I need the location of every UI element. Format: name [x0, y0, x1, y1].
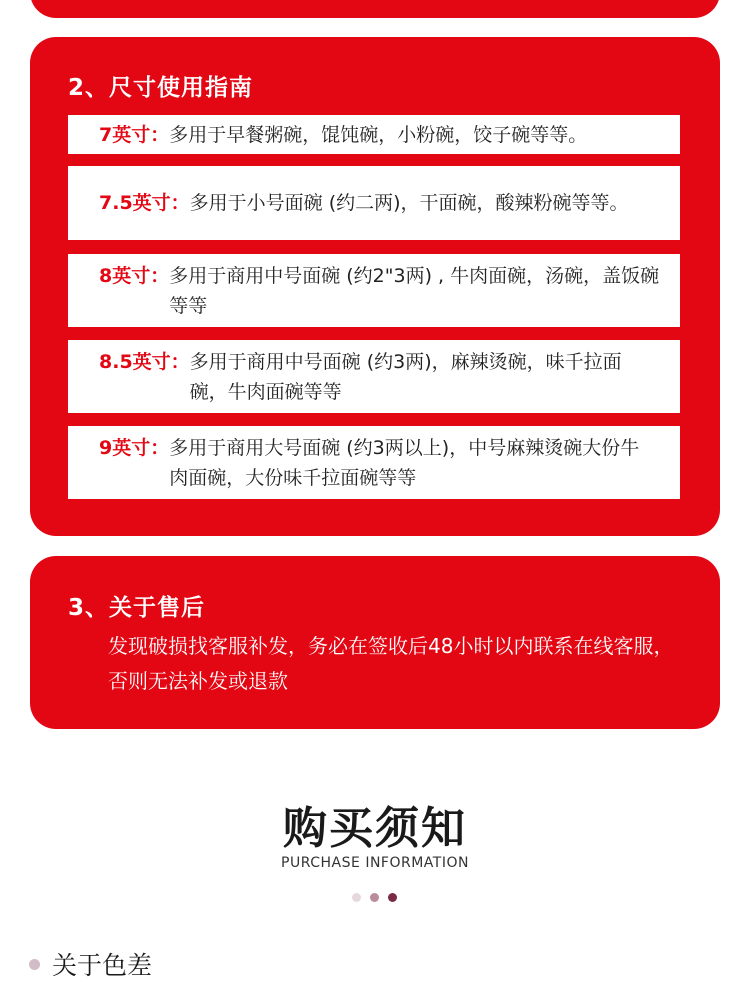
size-row-8: [68, 254, 680, 327]
previous-section-card: [30, 0, 720, 18]
size-description: 多用于商用中号面碗 (约2"3两) , 牛肉面碗，汤碗，盖饭碗等等: [169, 264, 660, 317]
size-row-9: [68, 426, 680, 499]
color-difference-title: 关于色差: [52, 951, 153, 980]
size-description: 多用于商用中号面碗 (约3两)，麻辣烫碗，味千拉面碗，牛肉面碗等等: [189, 350, 622, 403]
pager-dot: [352, 893, 361, 902]
size-guide-title: 2、尺寸使用指南: [68, 75, 254, 101]
size-label: 8.5英寸：: [99, 350, 190, 373]
size-label: 7.5英寸：: [99, 192, 190, 214]
size-description: 多用于小号面碗 (约二两)，干面碗，酸辣粉碗等等。: [189, 192, 629, 214]
after-sales-card: [30, 556, 720, 729]
size-guide-card: [30, 37, 720, 536]
purchase-info-subheading: PURCHASE INFORMATION: [281, 855, 469, 871]
pager-dot: [388, 893, 397, 902]
bullet-dot-icon: [29, 959, 40, 970]
size-label: 9英寸：: [99, 436, 170, 459]
size-label: 8英寸：: [99, 264, 170, 287]
size-row-8-5: [68, 340, 680, 413]
size-label: 7英寸：: [99, 123, 170, 146]
after-sales-text: 发现破损找客服补发，务必在签收后48小时以内联系在线客服，否则无法补发或退款: [108, 634, 674, 693]
size-row-7: [68, 115, 680, 154]
pager-dot: [370, 893, 379, 902]
size-row-7-5: [68, 166, 680, 240]
size-description: 多用于商用大号面碗 (约3两以上)，中号麻辣烫碗大份牛肉面碗，大份味千拉面碗等等: [169, 436, 640, 489]
after-sales-title: 3、关于售后: [68, 595, 206, 621]
purchase-info-heading: 购买须知: [283, 803, 467, 854]
pager-dots: [352, 893, 397, 902]
size-description: 多用于早餐粥碗，馄饨碗，小粉碗，饺子碗等等。: [169, 123, 588, 146]
